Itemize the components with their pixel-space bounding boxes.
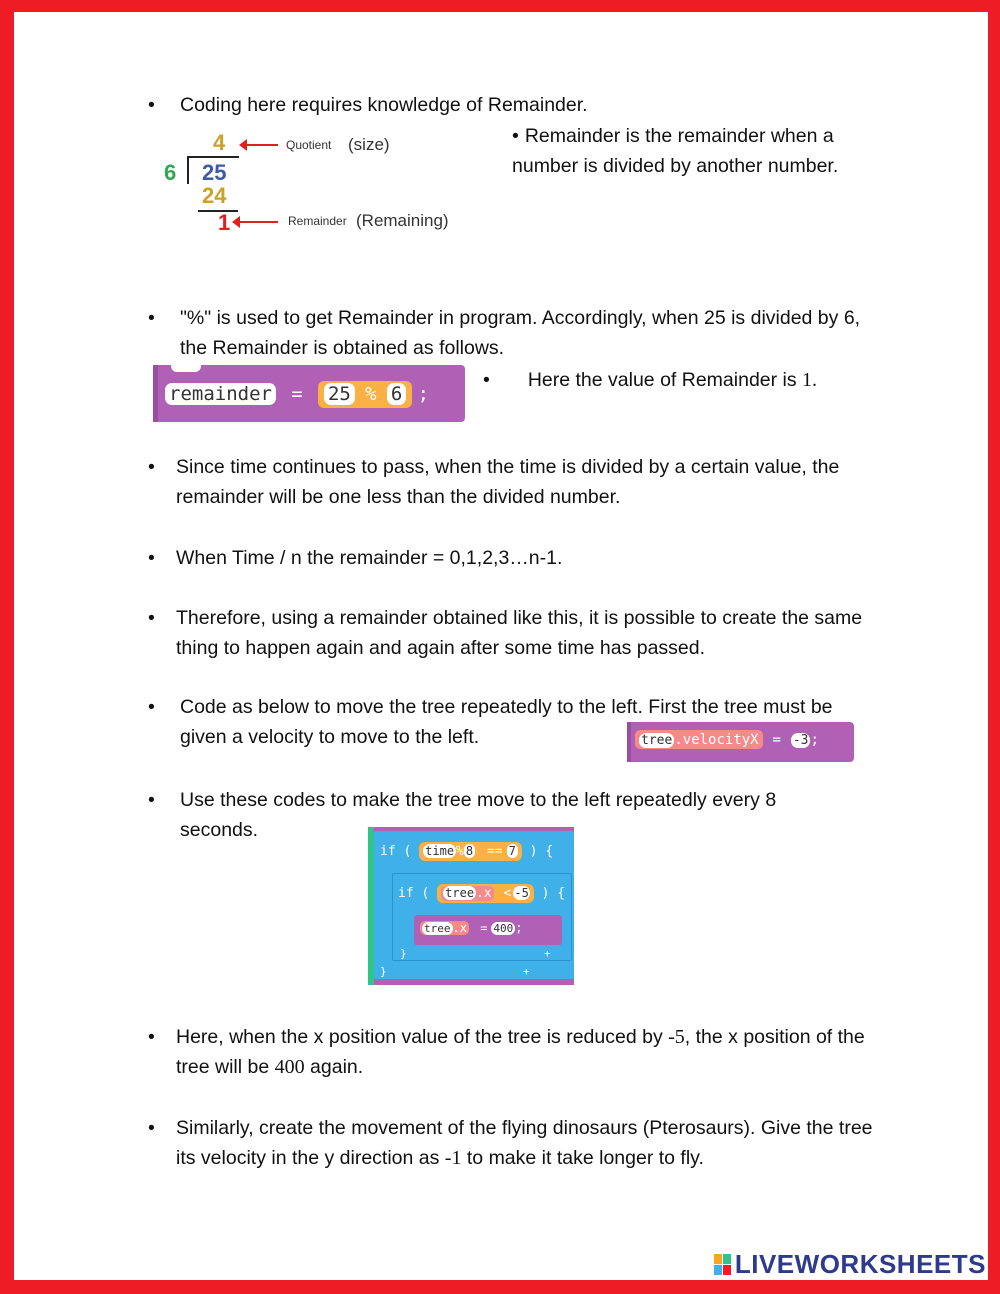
liveworksheets-logo: LIVEWORKSHEETS: [714, 1249, 986, 1280]
bullet-pterosaurs: • Similarly, create the movement of the flying dinosaurs (Pterosaurs). Give the tree its velocity in the y direction as -1 to make it take longer to fly.: [148, 1117, 873, 1169]
product-digits: 24: [202, 183, 227, 208]
divisor-digit: 6: [164, 160, 177, 185]
remainder-digit: 1: [218, 210, 231, 235]
code-block-velocity: tree .velocityX = -3 ;: [627, 722, 854, 762]
bullet-therefore: • Therefore, using a remainder obtained like this, it is possible to create the same thing to happen again and again after some time has passed.: [148, 607, 863, 659]
tree-x-condition: tree .x < -5: [437, 884, 534, 903]
code-block-remainder: remainder = 25 % 6 ;: [153, 365, 465, 422]
code-block-if: if ( time % 8 == 7 ) { if ( tree .x < -5 ) { tree .x = 400 ; } + } +: [368, 827, 574, 985]
bullet-time-over-n: • When Time / n the remainder = 0,1,2,3…n-1.: [148, 547, 563, 569]
bullet-time-continues: • Since time continues to pass, when the time is divided by a certain value, the remainder will be one less than the divided number.: [148, 456, 840, 508]
bullet-every-8-seconds: • Use these codes to make the tree move to the left repeatedly every 8 seconds.: [148, 789, 777, 841]
bullet-move-tree-left: • Code as below to move the tree repeatedly to the left. First the tree must be given a velocity to move to the left.: [148, 696, 833, 748]
dividend-digits: 25: [202, 160, 227, 185]
velocity-target: tree .velocityX: [635, 730, 763, 749]
remainder-value-note: • Here the value of Remainder is 1.: [483, 369, 818, 391]
division-diagram: 4 6 25 24 1 Quotient (size) Remainder (Remaining): [164, 130, 449, 235]
quotient-digit: 4: [213, 130, 226, 155]
modulo-expression: 25 % 6: [318, 381, 412, 408]
bullet-reset-position: • Here, when the x position value of the tree is reduced by -5, the x position of the tree will be 400 again.: [148, 1026, 865, 1078]
remainder-arrow: [238, 221, 278, 223]
quotient-arrow: [245, 144, 278, 146]
logo-icon: [714, 1254, 732, 1276]
remainder-variable: remainder: [165, 383, 276, 405]
time-condition: time % 8 == 7: [419, 842, 522, 861]
bullet-percent-operator: • "%" is used to get Remainder in program. Accordingly, when 25 is divided by 6, the Remainder is obtained as follows.: [148, 307, 861, 359]
remainder-definition-note: • Remainder is the remainder when a number is divided by another number.: [512, 125, 839, 177]
bullet-remainder-knowledge: • Coding here requires knowledge of Remainder.: [148, 94, 588, 116]
